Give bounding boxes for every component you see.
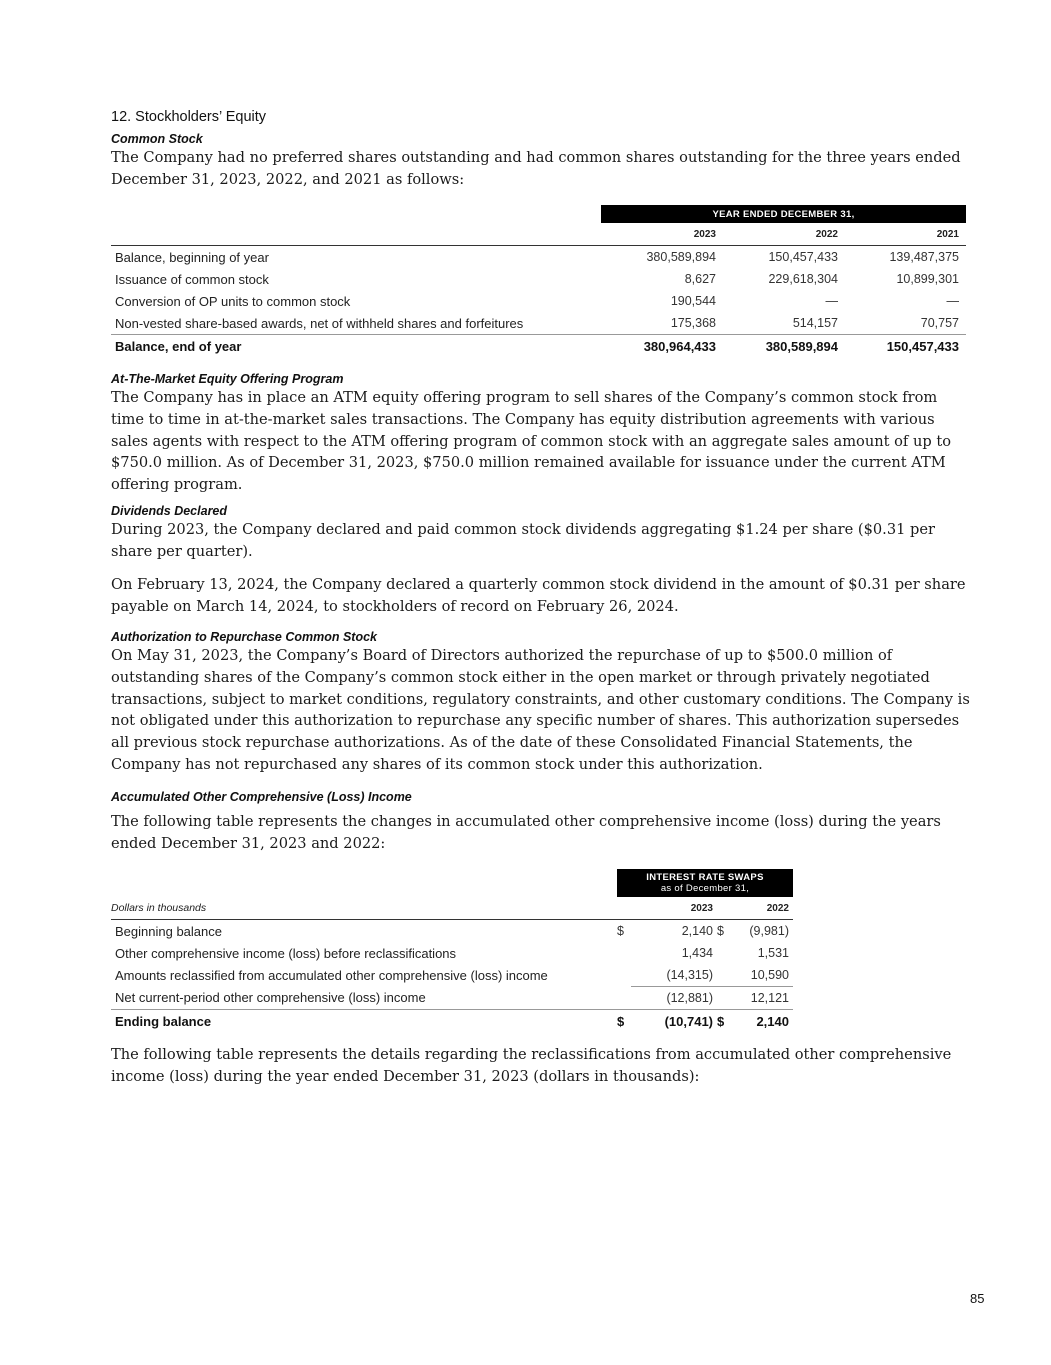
closing-paragraph	[111, 1044, 971, 1088]
repurchase-paragraph	[111, 645, 971, 776]
dividends-text-2: On February 13, 2024, the Company declared a quarterly common stock dividend in the amount of $0.31 per share payable on March 14, 2024, to stockholders of record on February 26, 2024.	[111, 576, 966, 615]
table-row: Net current-period other comprehensive (loss) income (12,881) 12,121	[111, 987, 793, 1010]
table-row: Amounts reclassified from accumulated other comprehensive (loss) income (14,315) 10,590	[115, 967, 789, 983]
common-stock-paragraph	[111, 147, 971, 191]
year-2022-header: 2022	[723, 223, 845, 246]
dividends-paragraph-2	[111, 574, 971, 618]
interest-rate-swaps-header: INTEREST RATE SWAPS as of December 31,	[617, 869, 793, 897]
dividends-heading: Dividends Declared	[111, 504, 228, 518]
dividends-paragraph-1	[111, 519, 971, 563]
common-stock-heading: Common Stock	[111, 132, 203, 146]
atm-paragraph	[111, 387, 971, 496]
page-number: 85	[970, 1291, 985, 1306]
atm-text: The Company has in place an ATM equity offering program to sell shares of the Company’s common stock from time to time in at-the-market sales transactions. The Company has equity distribution agreements with various sales agents with respect to the ATM offering program of common stock with an aggregate sales amount of up to $750.0 million. As of December 31, 2023, $750.0 million remained available for issuance under the current ATM offering program.	[111, 389, 951, 494]
table-row: Conversion of OP units to common stock 190,544 — —	[115, 293, 959, 309]
shares-outstanding-table	[111, 205, 966, 357]
repurchase-text: On May 31, 2023, the Company’s Board of Directors authorized the repurchase of up to $500.0 million of outstanding shares of the Company’s common stock either in the open market or through privately negotiated transactions, subject to market conditions, regulatory constraints, and other customary conditions. The Company is not obligated under this authorization to repurchase any specific number of shares. This authorization supersedes all previous stock repurchase authorizations. As of the date of these Consolidated Financial Statements, the Company has not repurchased any shares of its common stock under this authorization.	[111, 647, 970, 773]
section-title: 12. Stockholders’ Equity	[111, 109, 267, 125]
table-row: Other comprehensive income (loss) before reclassifications 1,434 1,531	[115, 945, 789, 961]
table-row: Balance, beginning of year 380,589,894 150,457,433 139,487,375	[115, 249, 959, 265]
year-2023-header: 2023	[601, 223, 723, 246]
atm-heading: At-The-Market Equity Offering Program	[111, 372, 344, 386]
closing-text: The following table represents the details regarding the reclassifications from accumulated other comprehensive income (loss) during the year ended December 31, 2023 (dollars in thousands):	[111, 1046, 952, 1085]
common-stock-text: The Company had no preferred shares outstanding and had common shares outstanding for the three years ended December 31, 2023, 2022, and 2021 as follows:	[111, 149, 961, 188]
aoci-year-2023-header: 2023	[631, 897, 717, 920]
year-2021-header: 2021	[845, 223, 966, 246]
units-label: Dollars in thousands	[111, 897, 617, 920]
table-row: Beginning balance $ 2,140 $ (9,981)	[115, 923, 789, 939]
table-row-total: Ending balance $ (10,741) $ 2,140	[111, 1010, 793, 1033]
table-row: Issuance of common stock 8,627 229,618,304 10,899,301	[115, 271, 959, 287]
year-ended-header: YEAR ENDED DECEMBER 31,	[601, 205, 966, 223]
aoci-paragraph	[111, 811, 971, 855]
table-row-total: Balance, end of year 380,964,433 380,589,894 150,457,433	[111, 335, 966, 358]
table-row: Non-vested share-based awards, net of withheld shares and forfeitures 175,368 514,157 70,757	[115, 315, 959, 331]
dividends-text-1: During 2023, the Company declared and paid common stock dividends aggregating $1.24 per share ($0.31 per share per quarter).	[111, 521, 935, 560]
aoci-year-2022-header: 2022	[731, 897, 793, 920]
repurchase-heading: Authorization to Repurchase Common Stock	[111, 630, 377, 644]
aoci-table	[111, 869, 793, 1032]
aoci-text: The following table represents the changes in accumulated other comprehensive income (loss) during the years ended December 31, 2023 and 2022:	[111, 813, 941, 852]
aoci-heading: Accumulated Other Comprehensive (Loss) Income	[111, 790, 412, 804]
